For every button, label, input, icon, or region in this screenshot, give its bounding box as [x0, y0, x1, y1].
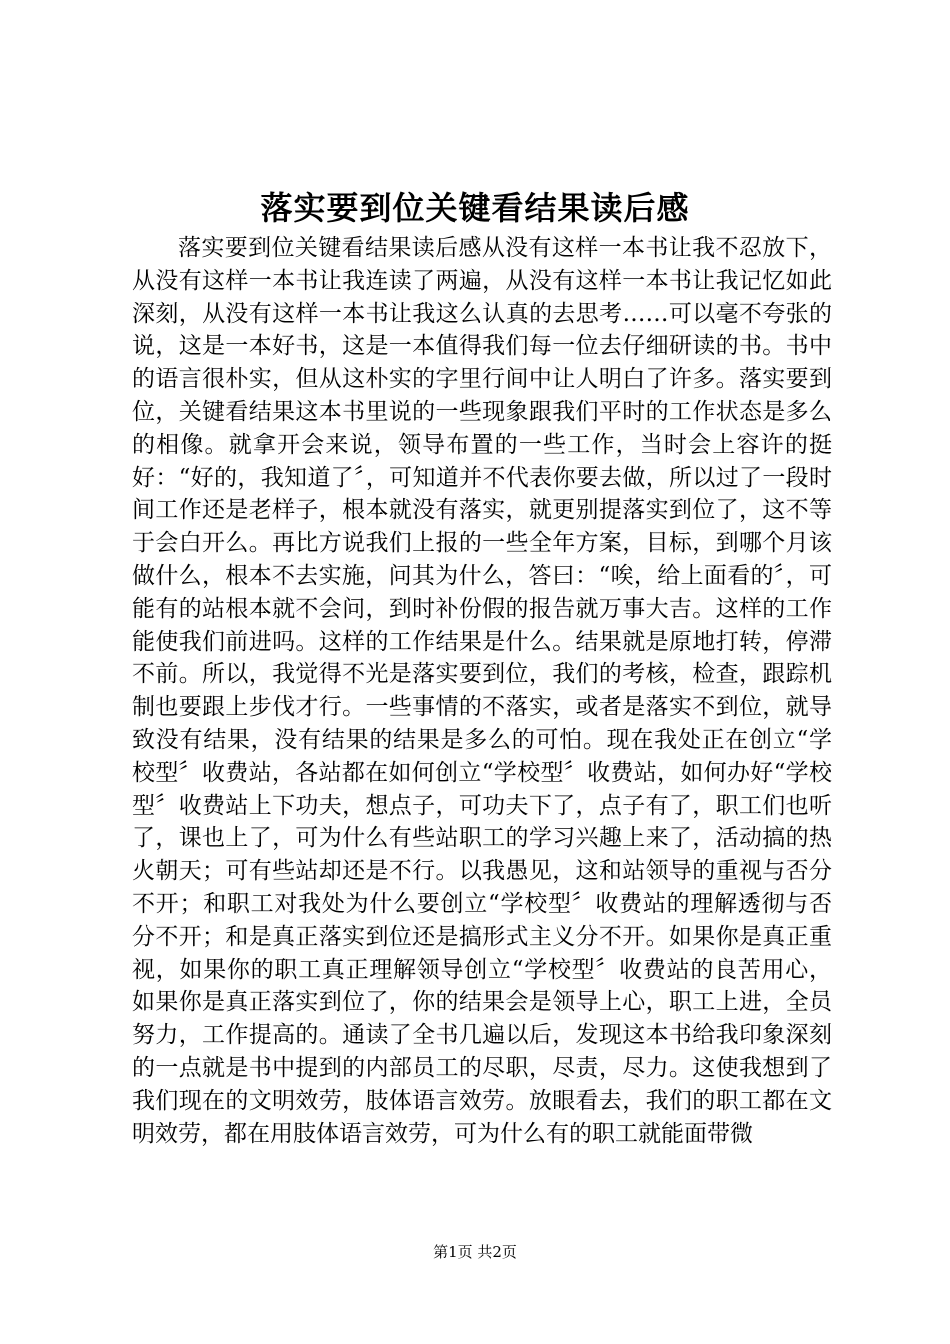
document-body: 落实要到位关键看结果读后感从没有这样一本书让我不忍放下，从没有这样一本书让我连读了两遍，从没有这样一本书让我记忆如此深刻，从没有这样一本书让我这么认真的去思考……可以毫不夸张的说，这是一本好书，这是一本值得我们每一位去仔细研读的书。书中的语言很朴实，但从这朴实的字里行间中让人明白了许多。落实要到位，关键看结果这本书里说的一些现象跟我们平时的工作状态是多么的相像。就拿开会来说，领导布置的一些工作，当时会上容许的挺好：“好的，我知道了〞，可知道并不代表你要去做，所以过了一段时间工作还是老样子，根本就没有落实，就更别提落实到位了，这不等于会白开么。再比方说我们上报的一些全年方案，目标，到哪个月该做什么，根本不去实施，问其为什么，答曰：“唉，给上面看的〞，可能有的站根本就不会问，到时补份假的报告就万事大吉。这样的工作能使我们前进吗。这样的工作结果是什么。结果就是原地打转，停滞不前。所以，我觉得不光是落实要到位，我们的考核，检查，跟踪机制也要跟上步伐才行。一些事情的不落实，或者是落实不到位，就导致没有结果，没有结果的结果是多么的可怕。现在我处正在创立“学校型〞收费站，各站都在如何创立“学校型〞收费站，如何办好“学校型〞收费站上下功夫，想点子，可功夫下了，点子有了，职工们也听了，课也上了，可为什么有些站职工的学习兴趣上来了，活动搞的热火朝天；可有些站却还是不行。以我愚见，这和站领导的重视与否分不开；和职工对我处为什么要创立“学校型〞收费站的理解透彻与否分不开；和是真正落实到位还是搞形式主义分不开。如果你是真正重视，如果你的职工真正理解领导创立“学校型〞收费站的良苦用心，如果你是真正落实到位了，你的结果会是领导上心，职工上进，全员努力，工作提高的。通读了全书几遍以后，发现这本书给我印象深刻的一点就是书中提到的内部员工的尽职，尽责，尽力。这使我想到了我们现在的文明效劳，肢体语言效劳。放眼看去，我们的职工都在文明效劳，都在用肢体语言效劳，可为什么有的职工就能面带微 — [132, 235, 832, 1147]
page-footer: 第1页 共2页 — [433, 1243, 517, 1261]
document-title: 落实要到位关键看结果读后感 — [260, 189, 690, 227]
